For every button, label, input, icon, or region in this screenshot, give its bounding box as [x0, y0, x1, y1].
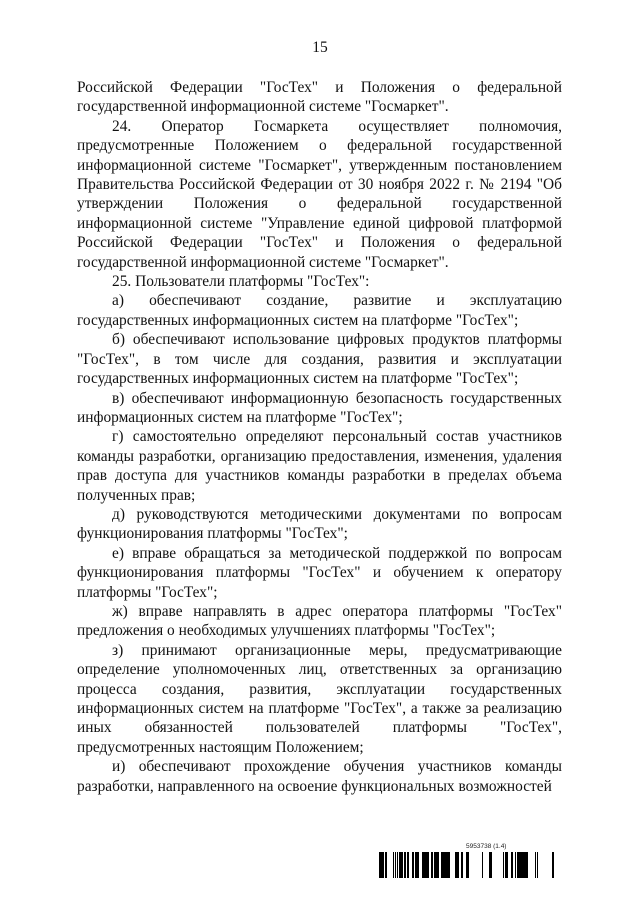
barcode-icon	[376, 852, 562, 878]
document-stamp	[376, 843, 562, 879]
list-item-i: и) обеспечивают прохождение обучения участников команды разработки, направленного на освоение функциональных возможностей	[77, 758, 562, 795]
stamp-code: 5953738 (1.4)	[466, 843, 507, 850]
page-number: 15	[312, 39, 328, 56]
list-item-z: з) принимают организационные меры, предусматривающие определение уполномоченных лиц, ответственных за организацию процесса создания, развития, эксплуатации государственных информационных систем на платформе "ГосТех", а также за реализацию иных обязанностей пользователей платформы "ГосТех", предусмотренных настоящим Положением;	[77, 641, 562, 756]
list-item-g: г) самостоятельно определяют персональный состав участников команды разработки, организацию предоставления, изменения, удаления прав доступа для участников команды разработки в пределах объема полученных прав;	[77, 428, 562, 504]
list-item-zh: ж) вправе направлять в адрес оператора платформы "ГосТех" предложения о необходимых улучшениях платформы "ГосТех";	[77, 602, 562, 640]
paragraph-24: 24. Оператор Госмаркета осуществляет полномочия, предусмотренные Положением о федеральной государственной информационной системе "Госмаркет", утвержденным постановлением Правительства Российской Федерации от 30 ноября 2022 г. № 2194 "Об утверждении Положения о федеральной государственной информационной системе "Управление единой цифровой платформой Российской Федерации "ГосТех" и Положения о федеральной государственной информационной системе "Госмаркет".	[77, 117, 562, 271]
document-body	[77, 78, 562, 796]
list-item-v: в) обеспечивают информационную безопасность государственных информационных систем на платформе "ГосТех";	[77, 389, 562, 426]
list-item-a: а) обеспечивают создание, развитие и эксплуатацию государственных информационных систем на платформе "ГосТех";	[77, 292, 562, 329]
list-item-d: д) руководствуются методическими документами по вопросам функционирования платформы "ГосТех";	[77, 505, 562, 543]
list-item-e: е) вправе обращаться за методической поддержкой по вопросам функционирования платформы "ГосТех" и обучением к оператору платформы "ГосТех";	[77, 544, 562, 601]
paragraph-25: 25. Пользователи платформы "ГосТех":	[112, 273, 370, 291]
list-item-b: б) обеспечивают использование цифровых продуктов платформы "ГосТех", в том числе для создания, развития и эксплуатации государственных информационных систем на платформе "ГосТех";	[77, 331, 562, 388]
paragraph-continuation: Российской Федерации "ГосТех" и Положения о федеральной государственной информационной системе "Госмаркет".	[77, 79, 562, 116]
